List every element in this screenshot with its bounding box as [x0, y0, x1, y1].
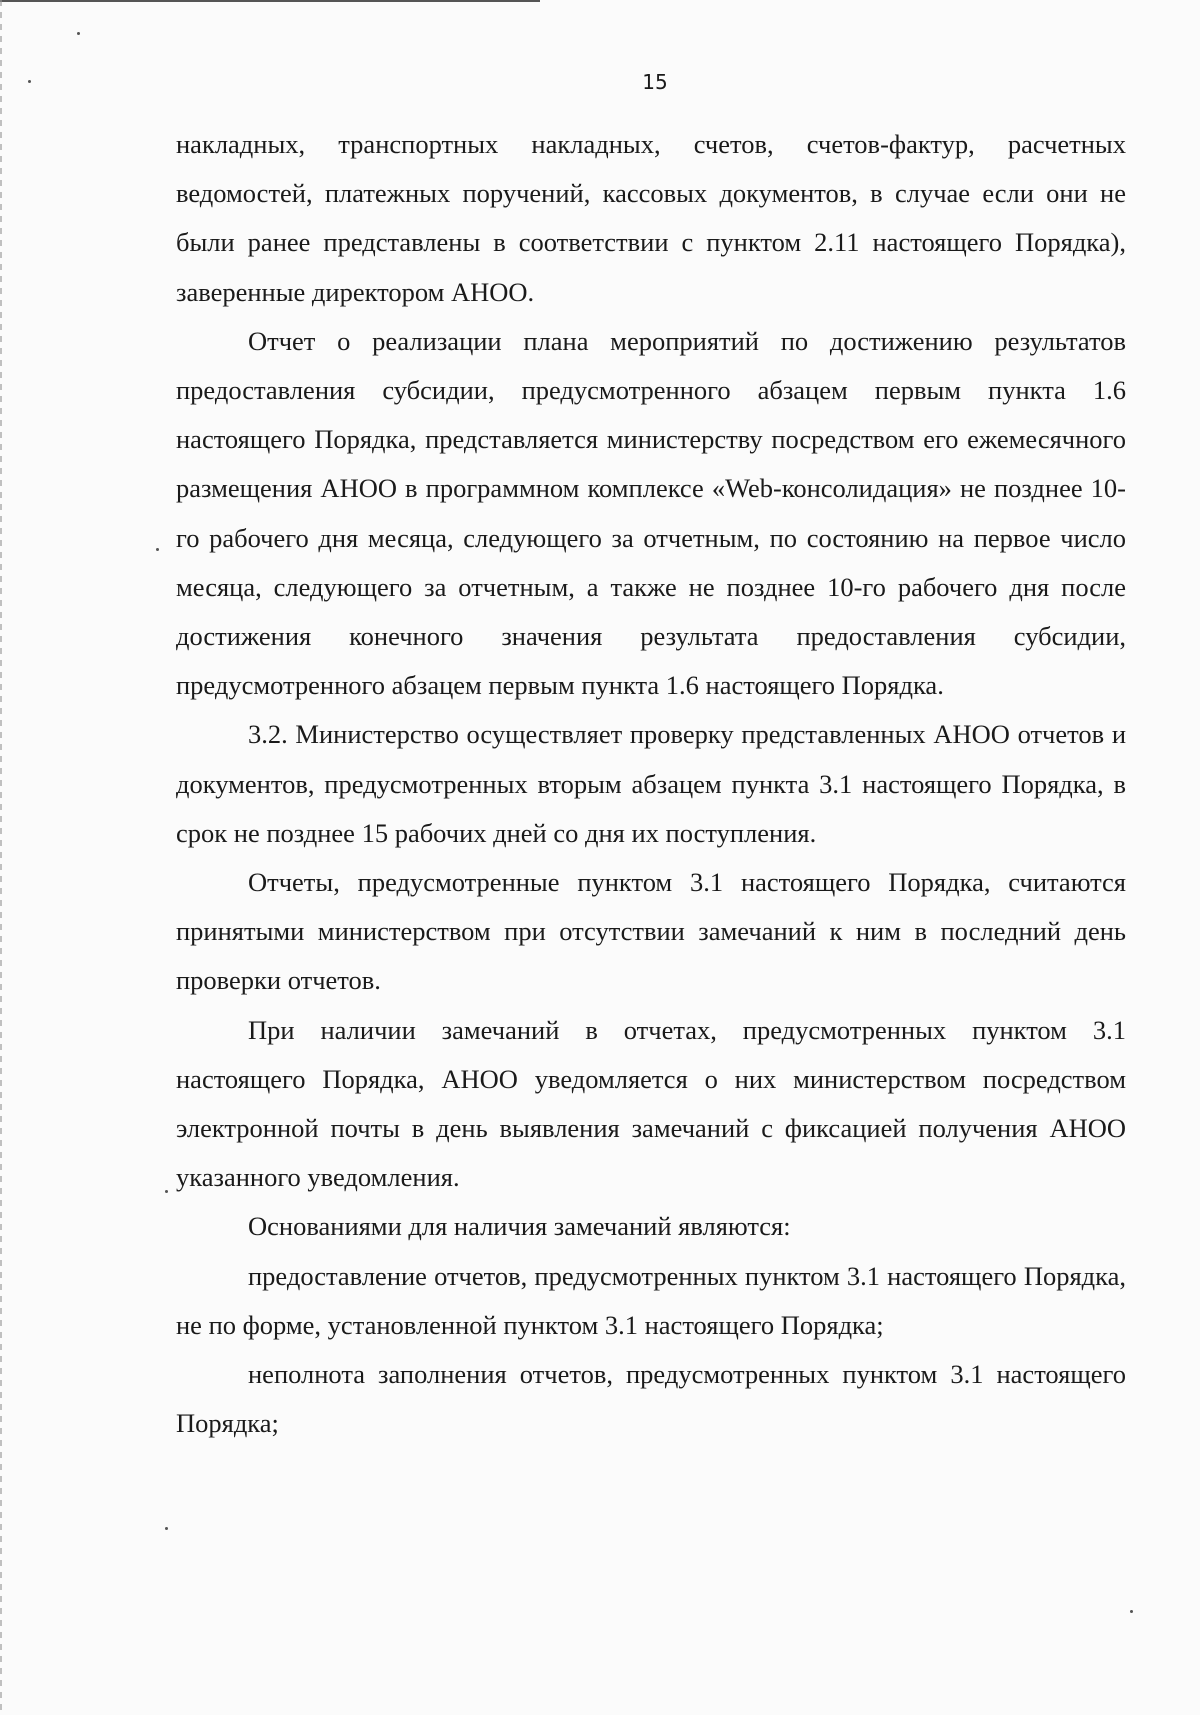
- scan-speck: [77, 32, 80, 35]
- paragraph: накладных, транспортных накладных, счетов, счетов-фактур, расчетных ведомостей, платежных поручений, кассовых документов, в случае если они не были ранее представлены в соответствии с пунктом 2.11 настоящего Порядка), заверенные директором АНОО.: [176, 129, 1126, 307]
- scan-speck: [1130, 1610, 1133, 1613]
- paragraph: Отчет о реализации плана мероприятий по достижению результатов предоставления субсидии, предусмотренного абзацем первым пункта 1.6 настоящего Порядка, представляется министерству посредством его ежемесячного размещения АНОО в программном комплексе «Web-консолидация» не позднее 10-го рабочего дня месяца, следующего за отчетным, по состоянию на первое число месяца, следующего за отчетным, а также не позднее 10-го рабочего дня после достижения конечного значения результата предоставления субсидии, предусмотренного абзацем первым пункта 1.6 настоящего Порядка.: [176, 325, 1126, 701]
- paragraph: 3.2. Министерство осуществляет проверку представленных АНОО отчетов и документов, предусмотренных вторым абзацем пункта 3.1 настоящего Порядка, в срок не позднее 15 рабочих дней со дня их поступления.: [176, 719, 1126, 848]
- page-number: 15: [642, 70, 668, 94]
- scan-speck: [165, 1527, 168, 1530]
- paragraph: предоставление отчетов, предусмотренных пунктом 3.1 настоящего Порядка, не по форме, установленной пунктом 3.1 настоящего Порядка;: [176, 1260, 1126, 1340]
- document-body: [176, 120, 1126, 1448]
- left-scan-edge: [0, 0, 2, 1715]
- scan-speck: [156, 548, 159, 551]
- scan-speck: [165, 1190, 168, 1193]
- top-scan-rule: [0, 0, 540, 2]
- paragraph: неполнота заполнения отчетов, предусмотренных пунктом 3.1 настоящего Порядка;: [176, 1359, 1126, 1439]
- paragraph: Основаниями для наличия замечаний являются:: [248, 1211, 791, 1242]
- paragraph: Отчеты, предусмотренные пунктом 3.1 настоящего Порядка, считаются принятыми министерством при отсутствии замечаний к ним в последний день проверки отчетов.: [176, 867, 1126, 996]
- paragraph: При наличии замечаний в отчетах, предусмотренных пунктом 3.1 настоящего Порядка, АНОО уведомляется о них министерством посредством электронной почты в день выявления замечаний с фиксацией получения АНОО указанного уведомления.: [176, 1014, 1126, 1193]
